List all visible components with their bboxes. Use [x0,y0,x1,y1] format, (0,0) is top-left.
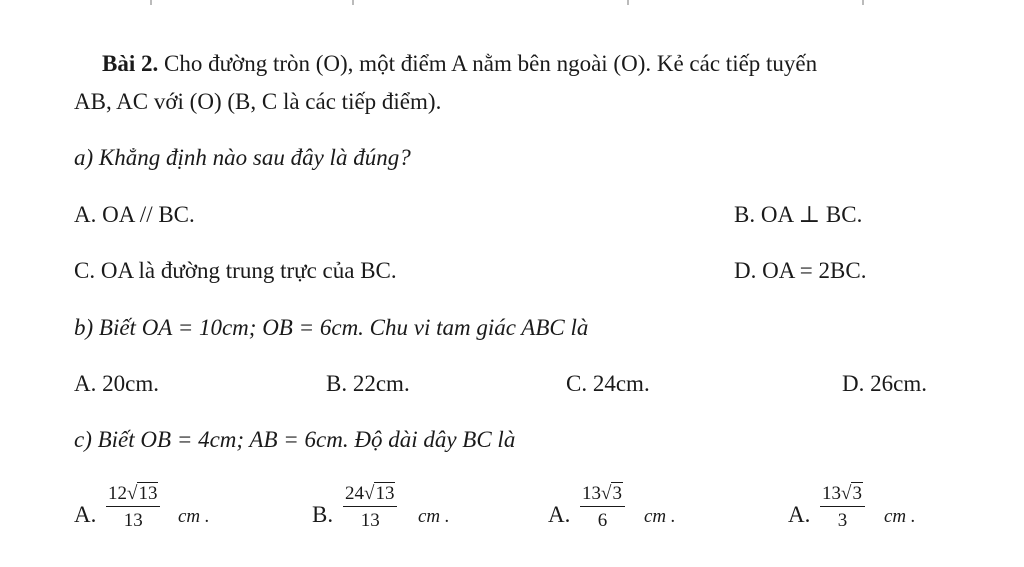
part-c-option-3-unit: cm . [644,506,676,527]
edge-mark [627,0,629,5]
top-edge-marks [0,0,1024,7]
part-a-option-d: D. OA = 2BC. [734,258,867,283]
edge-mark [150,0,152,5]
part-b-question: b) Biết OA = 10cm; OB = 6cm. Chu vi tam giác ABC là [74,315,589,340]
part-a-option-a: A. OA // BC. [74,202,195,227]
part-c-option-1-unit: cm . [178,506,210,527]
part-c-option-2-unit: cm . [418,506,450,527]
part-b-option-a: A. 20cm. [74,371,159,396]
part-c-option-4-fraction: $\frac{13√3}{3}$ [820,484,865,530]
part-b-option-b: B. 22cm. [326,371,410,396]
part-c-option-3-fraction: $\frac{13√3}{6}$ [580,484,625,530]
part-b-option-c: C. 24cm. [566,371,650,396]
part-c-option-1-fraction: $\frac{12√13}{13}$ [106,484,160,530]
part-c-option-2-letter: B. [312,502,334,527]
part-a-option-c: C. OA là đường trung trực của BC. [74,258,397,283]
part-c-option-2-fraction: $\frac{24√13}{13}$ [343,484,397,530]
part-c-option-4-unit: cm . [884,506,916,527]
part-c-question: c) Biết OB = 4cm; AB = 6cm. Độ dài dây BC là [74,427,516,452]
problem-statement-line-1 [102,52,817,75]
part-b-option-d: D. 26cm. [842,371,927,396]
part-c-option-1-letter: A. [74,502,97,527]
part-c-option-4-letter: A. [788,502,811,527]
edge-mark [352,0,354,5]
edge-mark [862,0,864,5]
problem-statement-line-2: AB, AC với (O) (B, C là các tiếp điểm). [74,89,442,114]
part-a-option-b: B. OA ⊥ BC. [734,202,863,227]
problem-text-1: Cho đường tròn (O), một điểm A nằm bên ngoài (O). Kẻ các tiếp tuyến [163,51,818,76]
problem-title: Bài 2. [102,51,159,76]
part-c-option-3-letter: A. [548,502,571,527]
part-a-question: a) Khẳng định nào sau đây là đúng? [74,145,411,170]
